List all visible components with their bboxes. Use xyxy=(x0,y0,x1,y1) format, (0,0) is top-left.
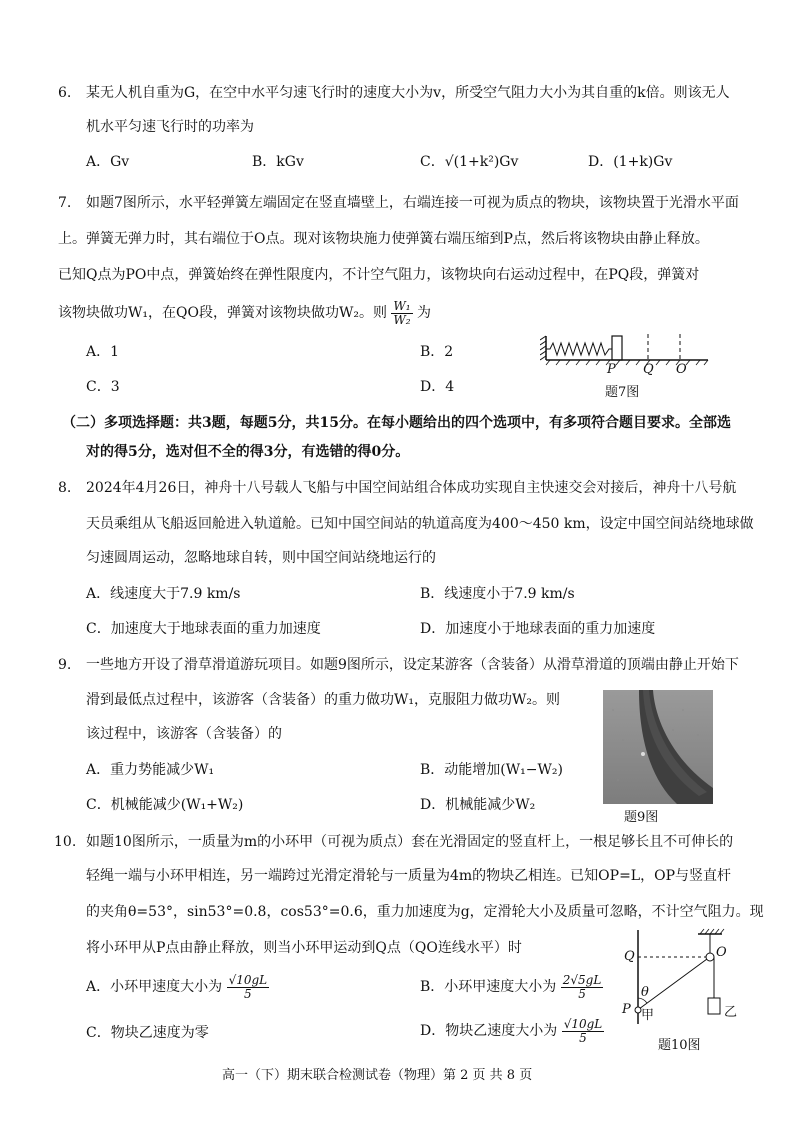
option-d-label: D．物块乙速度大小为 xyxy=(420,1023,558,1039)
option-c: C．物块乙速度为零 xyxy=(86,1025,209,1041)
fraction-denominator: 5 xyxy=(244,986,252,1001)
question-text-part: 该物块做功W₁，在QO段，弹簧对该物块做功W₂。则 xyxy=(58,305,387,321)
option-b: B．2 xyxy=(420,344,454,360)
option-a: A．Gv xyxy=(86,154,130,170)
fraction-numerator: √10gL xyxy=(563,1016,603,1031)
label-q: Q xyxy=(624,949,635,964)
question-text: 该过程中，该游客（含装备）的 xyxy=(86,726,282,742)
section-header: （二）多项选择题：共3题，每题5分，共15分。在每小题给出的四个选项中，有多项符合题目要求。全部选 xyxy=(62,415,731,431)
question-number: 9. xyxy=(58,657,72,673)
question-text: 上。弹簧无弹力时，其右端位于O点。现对该物块施力使弹簧右端压缩到P点，然后将该物块由静止释放。 xyxy=(58,231,709,247)
question-text: 匀速圆周运动，忽略地球自转，则中国空间站绕地运行的 xyxy=(86,550,436,566)
question-number: 8. xyxy=(58,480,72,496)
pulley xyxy=(706,953,714,961)
question-text: 机水平匀速飞行时的功率为 xyxy=(86,119,254,135)
option-b: B．动能增加(W₁−W₂) xyxy=(420,762,563,778)
option-c: C．机械能减少(W₁+W₂) xyxy=(86,797,244,813)
label-o: O xyxy=(716,945,727,960)
question-text: 的夹角θ=53°，sin53°=0.8，cos53°=0.6，重力加速度为g，定滑轮大小及质量可忽略，不计空气阻力。现 xyxy=(86,904,764,920)
wall xyxy=(540,336,546,360)
question-text: 一些地方开设了滑草滑道游玩项目。如题9图所示，设定某游客（含装备）从滑草滑道的顶端由静止开始下 xyxy=(86,657,739,673)
fraction-denominator: W₂ xyxy=(393,312,411,327)
tourist xyxy=(641,752,645,756)
option-d xyxy=(420,1016,604,1046)
page-footer: 高一（下）期末联合检测试卷（物理）第 2 页 共 8 页 xyxy=(222,1068,533,1083)
label-theta: θ xyxy=(641,985,649,1000)
option-a: A．线速度大于7.9 km/s xyxy=(86,586,241,602)
question-text: 滑到最低点过程中，该游客（含装备）的重力做功W₁，克服阻力做功W₂。则 xyxy=(86,692,561,708)
grass-slide-photo xyxy=(603,690,713,804)
question-number: 10. xyxy=(54,834,77,850)
question-number: 6. xyxy=(58,85,72,101)
question-text-part: 为 xyxy=(417,305,432,321)
option-a-label: A．小环甲速度大小为 xyxy=(86,979,223,995)
fraction-numerator: √10gL xyxy=(228,972,268,987)
question-text: 某无人机自重为G，在空中水平匀速飞行时的速度大小为v，所受空气阻力大小为其自重的k倍。则该无人 xyxy=(86,85,730,101)
label-jia: 甲 xyxy=(641,1008,655,1023)
question-text: 已知Q点为PO中点，弹簧始终在弹性限度内，不计空气阻力，该物块向右运动过程中，在PQ段，弹簧对 xyxy=(58,267,700,283)
label-p: P xyxy=(622,1002,631,1017)
option-d: D．(1+k)Gv xyxy=(588,154,673,170)
question-text xyxy=(58,298,431,328)
figure-caption: 题9图 xyxy=(624,810,659,825)
pulley-figure xyxy=(620,924,740,1028)
option-b xyxy=(420,972,603,1002)
option-a xyxy=(86,972,269,1002)
option-a: A．1 xyxy=(86,344,120,360)
fraction xyxy=(562,1018,605,1045)
figure-caption: 题10图 xyxy=(658,1038,701,1053)
option-c: C．加速度大于地球表面的重力加速度 xyxy=(86,621,321,637)
block-yi xyxy=(708,998,720,1014)
option-c: C．√(1+k²)Gv xyxy=(420,154,519,170)
label-q: Q xyxy=(643,362,654,377)
fraction xyxy=(227,974,270,1001)
spring xyxy=(546,343,612,355)
option-b: B．线速度小于7.9 km/s xyxy=(420,586,575,602)
label-yi: 乙 xyxy=(724,1005,738,1020)
fraction-numerator: W₁ xyxy=(393,298,411,313)
question-text: 如题7图所示，水平轻弹簧左端固定在竖直墙壁上，右端连接一可视为质点的物块，该物块置于光滑水平面 xyxy=(86,195,739,211)
option-c: C．3 xyxy=(86,379,120,395)
block xyxy=(612,336,622,360)
fraction xyxy=(561,974,604,1001)
fraction-denominator: 5 xyxy=(578,986,586,1001)
rope-op xyxy=(639,959,707,1009)
option-a: A．重力势能减少W₁ xyxy=(86,762,215,778)
fraction xyxy=(391,300,412,327)
option-b-label: B．小环甲速度大小为 xyxy=(420,979,557,995)
option-d: D．加速度小于地球表面的重力加速度 xyxy=(420,621,656,637)
section-header: 对的得5分，选对但不全的得3分，有选错的得0分。 xyxy=(86,444,410,460)
question-text: 天员乘组从飞船返回舱进入轨道舱。已知中国空间站的轨道高度为400～450 km，设定中国空间站绕地球做 xyxy=(86,516,754,532)
label-p: P xyxy=(607,362,616,377)
option-b: B．kGv xyxy=(252,154,304,170)
figure-caption: 题7图 xyxy=(605,385,640,400)
option-d: D．4 xyxy=(420,379,455,395)
option-d: D．机械能减少W₂ xyxy=(420,797,536,813)
question-text: 将小环甲从P点由静止释放，则当小环甲运动到Q点（QO连线水平）时 xyxy=(86,940,522,956)
question-text: 如题10图所示，一质量为m的小环甲（可视为质点）套在光滑固定的竖直杆上，一根足够长且不可伸长的 xyxy=(86,834,734,850)
spring-figure xyxy=(540,330,720,378)
label-o: O xyxy=(676,362,687,377)
question-number: 7. xyxy=(58,195,72,211)
question-text: 轻绳一端与小环甲相连，另一端跨过光滑定滑轮与一质量为4m的物块乙相连。已知OP=L，OP与竖直杆 xyxy=(86,868,732,884)
question-text: 2024年4月26日，神舟十八号载人飞船与中国空间站组合体成功实现自主快速交会对接后，神舟十八号航 xyxy=(86,480,737,496)
fraction-numerator: 2√5gL xyxy=(562,972,602,987)
fraction-denominator: 5 xyxy=(579,1030,587,1045)
